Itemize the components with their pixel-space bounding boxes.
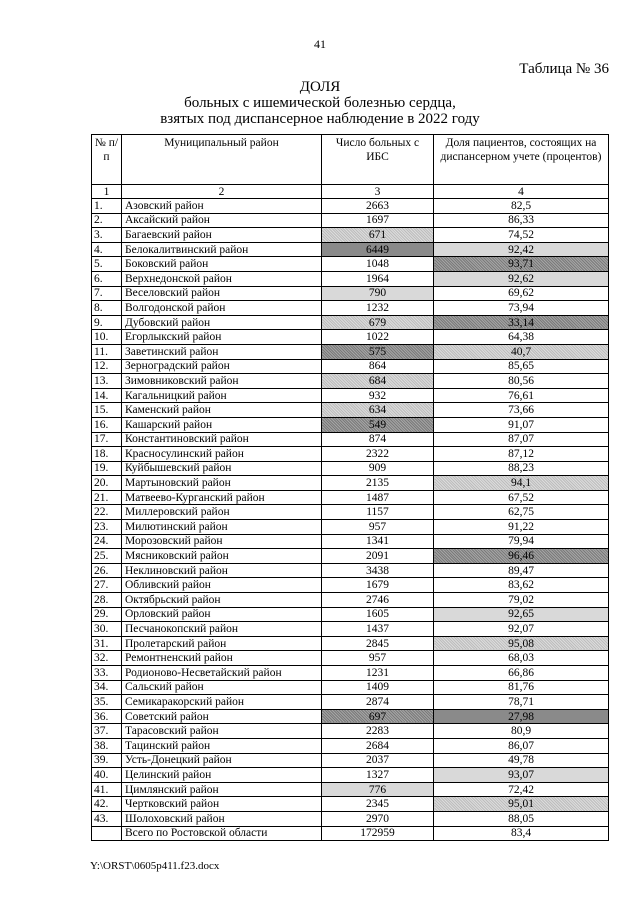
row-index: 39. bbox=[92, 753, 122, 768]
dispensary-share: 83,62 bbox=[434, 578, 609, 593]
district-name: Семикаракорский район bbox=[122, 695, 322, 710]
district-name: Верхнедонской район bbox=[122, 271, 322, 286]
district-name: Тарасовский район bbox=[122, 724, 322, 739]
table-row bbox=[92, 505, 609, 520]
patient-count: 1022 bbox=[322, 330, 434, 345]
patient-count: 549 bbox=[322, 417, 434, 432]
column-number-row bbox=[92, 185, 609, 199]
patient-count: 932 bbox=[322, 388, 434, 403]
table-title bbox=[0, 79, 640, 127]
row-index: 2. bbox=[92, 213, 122, 228]
row-index: 22. bbox=[92, 505, 122, 520]
district-name: Зерноградский район bbox=[122, 359, 322, 374]
patient-count: 1605 bbox=[322, 607, 434, 622]
patient-count: 1048 bbox=[322, 257, 434, 272]
row-index: 3. bbox=[92, 228, 122, 243]
dispensary-share: 86,07 bbox=[434, 738, 609, 753]
district-name: Егорлыкский район bbox=[122, 330, 322, 345]
patient-count: 2746 bbox=[322, 593, 434, 608]
district-name: Усть-Донецкий район bbox=[122, 753, 322, 768]
table-row bbox=[92, 563, 609, 578]
district-name: Куйбышевский район bbox=[122, 461, 322, 476]
page-number: 41 bbox=[314, 37, 326, 51]
table-row bbox=[92, 461, 609, 476]
row-index: 13. bbox=[92, 374, 122, 389]
patient-count: 1232 bbox=[322, 301, 434, 316]
table-row bbox=[92, 213, 609, 228]
row-index: 28. bbox=[92, 593, 122, 608]
column-number: 4 bbox=[434, 185, 609, 199]
patient-count: 1487 bbox=[322, 490, 434, 505]
file-path-footer: Y:\ORST\0605p411.f23.docx bbox=[90, 860, 220, 872]
table-row bbox=[92, 242, 609, 257]
district-name: Боковский район bbox=[122, 257, 322, 272]
table-row bbox=[92, 330, 609, 345]
table-row bbox=[92, 228, 609, 243]
table-row bbox=[92, 432, 609, 447]
table-row bbox=[92, 286, 609, 301]
district-name: Родионово-Несветайский район bbox=[122, 666, 322, 681]
row-index: 15. bbox=[92, 403, 122, 418]
patient-count: 790 bbox=[322, 286, 434, 301]
patient-count: 2345 bbox=[322, 797, 434, 812]
patient-count: 3438 bbox=[322, 563, 434, 578]
patient-count: 1327 bbox=[322, 768, 434, 783]
district-name: Шолоховский район bbox=[122, 811, 322, 826]
dispensary-share: 92,62 bbox=[434, 271, 609, 286]
patient-count: 1697 bbox=[322, 213, 434, 228]
dispensary-share: 66,86 bbox=[434, 666, 609, 681]
row-index: 20. bbox=[92, 476, 122, 491]
row-index: 11. bbox=[92, 344, 122, 359]
dispensary-share: 86,33 bbox=[434, 213, 609, 228]
row-index: 5. bbox=[92, 257, 122, 272]
header-share: Доля пациентов, состоящих на диспансерном учете (процентов) bbox=[434, 135, 609, 185]
header-row bbox=[92, 135, 609, 185]
dispensary-share: 85,65 bbox=[434, 359, 609, 374]
row-index: 9. bbox=[92, 315, 122, 330]
dispensary-share: 73,94 bbox=[434, 301, 609, 316]
table-row bbox=[92, 651, 609, 666]
patient-count: 909 bbox=[322, 461, 434, 476]
table-row bbox=[92, 811, 609, 826]
table-row bbox=[92, 476, 609, 491]
row-index: 32. bbox=[92, 651, 122, 666]
row-index: 17. bbox=[92, 432, 122, 447]
table-row bbox=[92, 549, 609, 564]
dispensary-share: 92,07 bbox=[434, 622, 609, 637]
dispensary-share: 81,76 bbox=[434, 680, 609, 695]
table-row bbox=[92, 257, 609, 272]
district-name: Обливский район bbox=[122, 578, 322, 593]
patient-count: 2135 bbox=[322, 476, 434, 491]
dispensary-share: 88,23 bbox=[434, 461, 609, 476]
dispensary-share: 33,14 bbox=[434, 315, 609, 330]
header-index: № п/п bbox=[92, 135, 122, 185]
dispensary-share: 93,07 bbox=[434, 768, 609, 783]
district-name: Веселовский район bbox=[122, 286, 322, 301]
table-row bbox=[92, 666, 609, 681]
district-name: Милютинский район bbox=[122, 520, 322, 535]
row-index: 34. bbox=[92, 680, 122, 695]
dispensary-share: 49,78 bbox=[434, 753, 609, 768]
row-index: 21. bbox=[92, 490, 122, 505]
total-count: 172959 bbox=[322, 826, 434, 841]
dispensary-share: 88,05 bbox=[434, 811, 609, 826]
district-name: Зимовниковский район bbox=[122, 374, 322, 389]
patient-count: 6449 bbox=[322, 242, 434, 257]
dispensary-share: 68,03 bbox=[434, 651, 609, 666]
dispensary-share: 74,52 bbox=[434, 228, 609, 243]
district-name: Каменский район bbox=[122, 403, 322, 418]
district-name: Белокалитвинский район bbox=[122, 242, 322, 257]
row-index: 33. bbox=[92, 666, 122, 681]
table-row bbox=[92, 490, 609, 505]
dispensary-share: 72,42 bbox=[434, 782, 609, 797]
dispensary-share: 95,01 bbox=[434, 797, 609, 812]
patient-count: 2322 bbox=[322, 447, 434, 462]
table-row bbox=[92, 271, 609, 286]
patient-count: 2845 bbox=[322, 636, 434, 651]
patient-count: 2663 bbox=[322, 199, 434, 214]
table-row bbox=[92, 374, 609, 389]
patient-count: 1341 bbox=[322, 534, 434, 549]
patient-count: 575 bbox=[322, 344, 434, 359]
table-row bbox=[92, 695, 609, 710]
table-row bbox=[92, 782, 609, 797]
district-name: Багаевский район bbox=[122, 228, 322, 243]
table-row bbox=[92, 344, 609, 359]
district-name: Кагальницкий район bbox=[122, 388, 322, 403]
district-name: Советский район bbox=[122, 709, 322, 724]
district-name: Октябрьский район bbox=[122, 593, 322, 608]
column-number: 3 bbox=[322, 185, 434, 199]
patient-count: 1409 bbox=[322, 680, 434, 695]
dispensary-share: 64,38 bbox=[434, 330, 609, 345]
header-district: Муниципальный район bbox=[122, 135, 322, 185]
dispensary-share: 79,94 bbox=[434, 534, 609, 549]
district-name: Ремонтненский район bbox=[122, 651, 322, 666]
table-row bbox=[92, 301, 609, 316]
table-row bbox=[92, 403, 609, 418]
dispensary-share: 27,98 bbox=[434, 709, 609, 724]
dispensary-share: 96,46 bbox=[434, 549, 609, 564]
district-name: Сальский район bbox=[122, 680, 322, 695]
dispensary-share: 40,7 bbox=[434, 344, 609, 359]
row-index: 30. bbox=[92, 622, 122, 637]
district-name: Дубовский район bbox=[122, 315, 322, 330]
row-index: 16. bbox=[92, 417, 122, 432]
patient-count: 1231 bbox=[322, 666, 434, 681]
row-index: 18. bbox=[92, 447, 122, 462]
table-row bbox=[92, 709, 609, 724]
patient-count: 2091 bbox=[322, 549, 434, 564]
row-index: 42. bbox=[92, 797, 122, 812]
district-name: Кашарский район bbox=[122, 417, 322, 432]
patient-count: 2874 bbox=[322, 695, 434, 710]
district-name: Миллеровский район bbox=[122, 505, 322, 520]
district-name: Красносулинский район bbox=[122, 447, 322, 462]
dispensary-share: 69,62 bbox=[434, 286, 609, 301]
header-count: Число больных с ИБС bbox=[322, 135, 434, 185]
dispensary-share: 91,22 bbox=[434, 520, 609, 535]
row-index: 27. bbox=[92, 578, 122, 593]
dispensary-share: 92,65 bbox=[434, 607, 609, 622]
row-index: 41. bbox=[92, 782, 122, 797]
district-name: Неклиновский район bbox=[122, 563, 322, 578]
district-name: Матвеево-Курганский район bbox=[122, 490, 322, 505]
row-index: 29. bbox=[92, 607, 122, 622]
row-index: 4. bbox=[92, 242, 122, 257]
dispensary-share: 94,1 bbox=[434, 476, 609, 491]
patient-count: 634 bbox=[322, 403, 434, 418]
dispensary-share: 92,42 bbox=[434, 242, 609, 257]
patient-count: 671 bbox=[322, 228, 434, 243]
table-row bbox=[92, 447, 609, 462]
dispensary-share: 62,75 bbox=[434, 505, 609, 520]
patient-count: 957 bbox=[322, 520, 434, 535]
row-index: 43. bbox=[92, 811, 122, 826]
dispensary-share: 87,12 bbox=[434, 447, 609, 462]
district-name: Цимлянский район bbox=[122, 782, 322, 797]
table-row bbox=[92, 417, 609, 432]
dispensary-share: 95,08 bbox=[434, 636, 609, 651]
row-index: 19. bbox=[92, 461, 122, 476]
total-row bbox=[92, 826, 609, 841]
dispensary-share: 80,56 bbox=[434, 374, 609, 389]
total-share: 83,4 bbox=[434, 826, 609, 841]
title-line: больных с ишемической болезнью сердца, bbox=[184, 95, 456, 111]
dispensary-share: 89,47 bbox=[434, 563, 609, 578]
district-name: Константиновский район bbox=[122, 432, 322, 447]
row-index: 38. bbox=[92, 738, 122, 753]
patient-count: 679 bbox=[322, 315, 434, 330]
row-index: 24. bbox=[92, 534, 122, 549]
dispensary-share: 73,66 bbox=[434, 403, 609, 418]
dispensary-share: 76,61 bbox=[434, 388, 609, 403]
patient-count: 2684 bbox=[322, 738, 434, 753]
district-name: Мясниковский район bbox=[122, 549, 322, 564]
district-name: Морозовский район bbox=[122, 534, 322, 549]
data-table bbox=[91, 134, 609, 841]
dispensary-share: 78,71 bbox=[434, 695, 609, 710]
dispensary-share: 91,07 bbox=[434, 417, 609, 432]
patient-count: 1679 bbox=[322, 578, 434, 593]
row-index: 25. bbox=[92, 549, 122, 564]
table-row bbox=[92, 768, 609, 783]
row-index: 37. bbox=[92, 724, 122, 739]
total-index bbox=[92, 826, 122, 841]
table-row bbox=[92, 680, 609, 695]
row-index: 26. bbox=[92, 563, 122, 578]
patient-count: 684 bbox=[322, 374, 434, 389]
table-row bbox=[92, 724, 609, 739]
table-row bbox=[92, 578, 609, 593]
row-index: 31. bbox=[92, 636, 122, 651]
district-name: Волгодонской район bbox=[122, 301, 322, 316]
table-row bbox=[92, 738, 609, 753]
row-index: 40. bbox=[92, 768, 122, 783]
row-index: 35. bbox=[92, 695, 122, 710]
table-row bbox=[92, 636, 609, 651]
patient-count: 1157 bbox=[322, 505, 434, 520]
column-number: 1 bbox=[92, 185, 122, 199]
table-body bbox=[92, 199, 609, 827]
patient-count: 697 bbox=[322, 709, 434, 724]
patient-count: 864 bbox=[322, 359, 434, 374]
row-index: 10. bbox=[92, 330, 122, 345]
table-row bbox=[92, 607, 609, 622]
district-name: Аксайский район bbox=[122, 213, 322, 228]
table-row bbox=[92, 520, 609, 535]
table-row bbox=[92, 315, 609, 330]
row-index: 23. bbox=[92, 520, 122, 535]
district-name: Мартыновский район bbox=[122, 476, 322, 491]
district-name: Орловский район bbox=[122, 607, 322, 622]
table-row bbox=[92, 359, 609, 374]
district-name: Пролетарский район bbox=[122, 636, 322, 651]
title-line: взятых под диспансерное наблюдение в 2022 году bbox=[160, 111, 480, 127]
table-row bbox=[92, 199, 609, 214]
dispensary-share: 79,02 bbox=[434, 593, 609, 608]
row-index: 7. bbox=[92, 286, 122, 301]
table-row bbox=[92, 622, 609, 637]
dispensary-share: 80,9 bbox=[434, 724, 609, 739]
total-label: Всего по Ростовской области bbox=[122, 826, 322, 841]
district-name: Чертковский район bbox=[122, 797, 322, 812]
row-index: 14. bbox=[92, 388, 122, 403]
row-index: 12. bbox=[92, 359, 122, 374]
district-name: Заветинский район bbox=[122, 344, 322, 359]
district-name: Азовский район bbox=[122, 199, 322, 214]
dispensary-share: 82,5 bbox=[434, 199, 609, 214]
table-row bbox=[92, 534, 609, 549]
row-index: 1. bbox=[92, 199, 122, 214]
patient-count: 1964 bbox=[322, 271, 434, 286]
row-index: 8. bbox=[92, 301, 122, 316]
patient-count: 2037 bbox=[322, 753, 434, 768]
table-row bbox=[92, 388, 609, 403]
row-index: 6. bbox=[92, 271, 122, 286]
table-row bbox=[92, 753, 609, 768]
title-line: ДОЛЯ bbox=[299, 79, 341, 95]
dispensary-share: 87,07 bbox=[434, 432, 609, 447]
patient-count: 957 bbox=[322, 651, 434, 666]
district-name: Целинский район bbox=[122, 768, 322, 783]
column-number: 2 bbox=[122, 185, 322, 199]
district-name: Тацинский район bbox=[122, 738, 322, 753]
patient-count: 2283 bbox=[322, 724, 434, 739]
patient-count: 776 bbox=[322, 782, 434, 797]
patient-count: 874 bbox=[322, 432, 434, 447]
table-row bbox=[92, 593, 609, 608]
dispensary-share: 93,71 bbox=[434, 257, 609, 272]
patient-count: 2970 bbox=[322, 811, 434, 826]
table-row bbox=[92, 797, 609, 812]
row-index: 36. bbox=[92, 709, 122, 724]
patient-count: 1437 bbox=[322, 622, 434, 637]
dispensary-share: 67,52 bbox=[434, 490, 609, 505]
district-name: Песчанокопский район bbox=[122, 622, 322, 637]
table-number: Таблица № 36 bbox=[519, 61, 609, 77]
